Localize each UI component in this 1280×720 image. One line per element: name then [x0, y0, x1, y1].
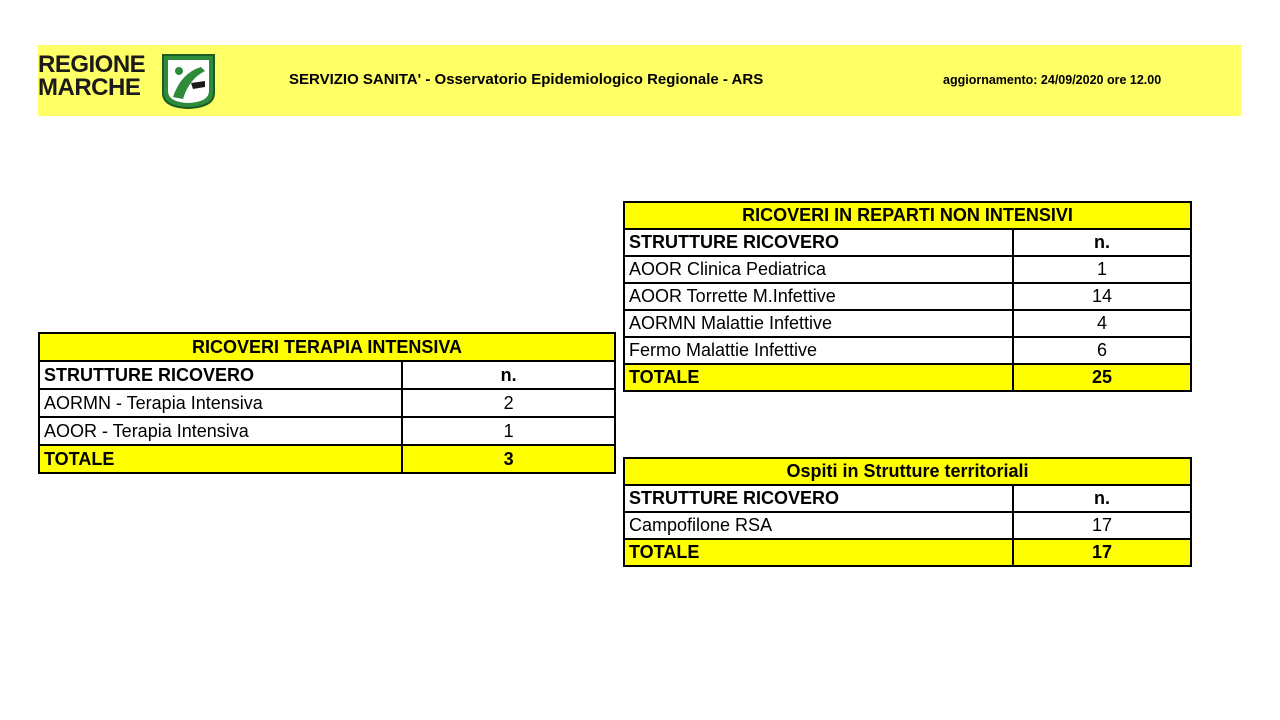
table-reparti-non-intensivi — [623, 201, 1192, 392]
total-label: TOTALE — [624, 364, 1013, 391]
table-row — [39, 389, 615, 417]
row-struttura: AOOR Torrette M.Infettive — [624, 283, 1013, 310]
row-count: 1 — [1013, 256, 1191, 283]
column-header-strutture: STRUTTURE RICOVERO — [624, 229, 1013, 256]
header-banner — [38, 45, 1241, 116]
row-struttura: AORMN - Terapia Intensiva — [39, 389, 402, 417]
table-terapia-intensiva — [38, 332, 616, 474]
column-header-n: n. — [1013, 485, 1191, 512]
column-header-n: n. — [1013, 229, 1191, 256]
column-header-strutture: STRUTTURE RICOVERO — [624, 485, 1013, 512]
regione-marche-logo — [38, 53, 218, 109]
total-row — [39, 445, 615, 473]
table-row — [624, 310, 1191, 337]
logo-line-2: MARCHE — [38, 74, 141, 101]
total-label: TOTALE — [39, 445, 402, 473]
logo-line-1: REGIONE — [38, 51, 146, 78]
page-title: SERVIZIO SANITA' - Osservatorio Epidemiologico Regionale - ARS — [289, 71, 764, 88]
table-row — [624, 283, 1191, 310]
total-row — [624, 364, 1191, 391]
row-struttura: AOOR Clinica Pediatrica — [624, 256, 1013, 283]
row-count: 4 — [1013, 310, 1191, 337]
row-count: 1 — [402, 417, 615, 445]
table-row — [39, 417, 615, 445]
total-value: 17 — [1013, 539, 1191, 566]
total-value: 3 — [402, 445, 615, 473]
row-struttura: AOOR - Terapia Intensiva — [39, 417, 402, 445]
row-count: 2 — [402, 389, 615, 417]
table-caption: RICOVERI IN REPARTI NON INTENSIVI — [624, 202, 1191, 229]
table-caption: Ospiti in Strutture territoriali — [624, 458, 1191, 485]
total-value: 25 — [1013, 364, 1191, 391]
row-struttura: Fermo Malattie Infettive — [624, 337, 1013, 364]
table-row — [624, 256, 1191, 283]
column-header-strutture: STRUTTURE RICOVERO — [39, 361, 402, 389]
row-struttura: Campofilone RSA — [624, 512, 1013, 539]
table-row — [624, 512, 1191, 539]
table-row — [624, 337, 1191, 364]
table-strutture-territoriali — [623, 457, 1192, 567]
update-timestamp: aggiornamento: 24/09/2020 ore 12.00 — [943, 73, 1162, 87]
row-count: 14 — [1013, 283, 1191, 310]
total-label: TOTALE — [624, 539, 1013, 566]
row-count: 6 — [1013, 337, 1191, 364]
row-count: 17 — [1013, 512, 1191, 539]
table-caption: RICOVERI TERAPIA INTENSIVA — [39, 333, 615, 361]
logo-text — [38, 53, 145, 99]
total-row — [624, 539, 1191, 566]
column-header-n: n. — [402, 361, 615, 389]
regione-marche-emblem-icon — [161, 53, 216, 109]
row-struttura: AORMN Malattie Infettive — [624, 310, 1013, 337]
